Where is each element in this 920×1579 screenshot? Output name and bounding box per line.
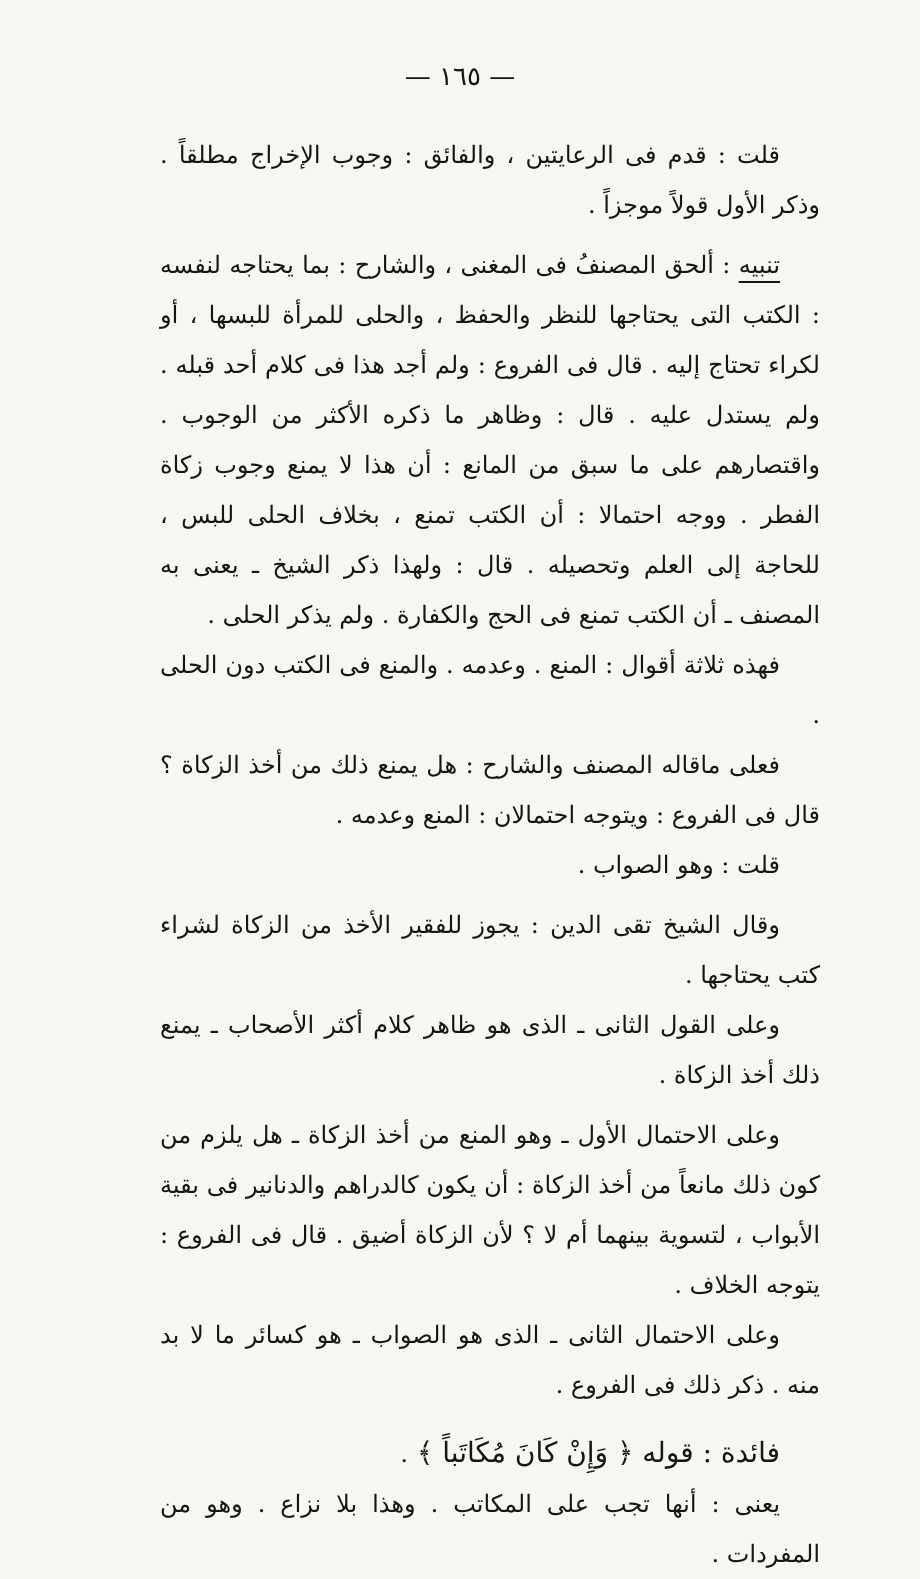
faida-heading: فائدة : قوله xyxy=(642,1436,780,1469)
paragraph-4: فعلى ماقاله المصنف والشارح : هل يمنع ذلك من أخذ الزكاة ؟ قال فى الفروع : ويتوجه احتمالان : المنع وعدمه . xyxy=(160,751,820,829)
paragraph-3: فهذه ثلاثة أقوال : المنع . وعدمه . والمنع فى الكتب دون الحلى . xyxy=(160,651,820,729)
body-text xyxy=(160,130,820,1579)
paragraph-11: يعنى : أنها تجب على المكاتب . وهذا بلا نزاع . وهو من المفردات . xyxy=(160,1490,820,1568)
paragraph-10 xyxy=(160,1428,820,1479)
paragraph-9: وعلى الاحتمال الثانى ـ الذى هو الصواب ـ هو كسائر ما لا بد منه . ذكر ذلك فى الفروع . xyxy=(160,1321,820,1399)
quran-quote: ﴿ وَإِنْ كَانَ مُكَاتَباً ﴾ xyxy=(408,1436,643,1469)
paragraph-2-body: : ألحق المصنفُ فى المغنى ، والشارح : بما يحتاجه لنفسه : الكتب التى يحتاجها للنظر والحفظ ، والحلى للمرأة للبسها ، أو لكراء تحتاج إليه . قال فى الفروع : ولم أجد هذا فى كلام أحد قبله . ولم يستدل عليه . قال : وظاهر ما ذكره الأكثر من الوجوب . واقتصارهم على ما سبق من المانع : أن هذا لا يمنع وجوب زكاة الفطر . ووجه احتمالا : أن الكتب تمنع ، بخلاف الحلى للبس ، للحاجة إلى العلم وتحصيله . قال : ولهذا ذكر الشيخ ـ يعنى به المصنف ـ أن الكتب تمنع فى الحج والكفارة . ولم يذكر الحلى . xyxy=(160,251,820,629)
page-number: — ١٦٥ — xyxy=(404,62,516,92)
paragraph-5: قلت : وهو الصواب . xyxy=(577,851,780,879)
paragraph-8: وعلى الاحتمال الأول ـ وهو المنع من أخذ الزكاة ـ هل يلزم من كون ذلك مانعاً من أخذ الزكاة : أن يكون كالدراهم والدنانير فى بقية الأبواب ، لتسوية بينهما أم لا ؟ لأن الزكاة أضيق . قال فى الفروع : يتوجه الخلاف . xyxy=(160,1121,820,1299)
paragraph-2 xyxy=(160,240,820,640)
paragraph-7: وعلى القول الثانى ـ الذى هو ظاهر كلام أكثر الأصحاب ـ يمنع ذلك أخذ الزكاة . xyxy=(160,1011,820,1089)
paragraph-1: قلت : قدم فى الرعايتين ، والفائق : وجوب الإخراج مطلقاً . وذكر الأول قولاً موجزاً . xyxy=(160,141,820,219)
tanbih-heading: تنبيه xyxy=(738,251,780,279)
paragraph-6: وقال الشيخ تقى الدين : يجوز للفقير الأخذ من الزكاة لشراء كتب يحتاجها . xyxy=(160,911,820,989)
paragraph-10-end: . xyxy=(400,1440,409,1468)
